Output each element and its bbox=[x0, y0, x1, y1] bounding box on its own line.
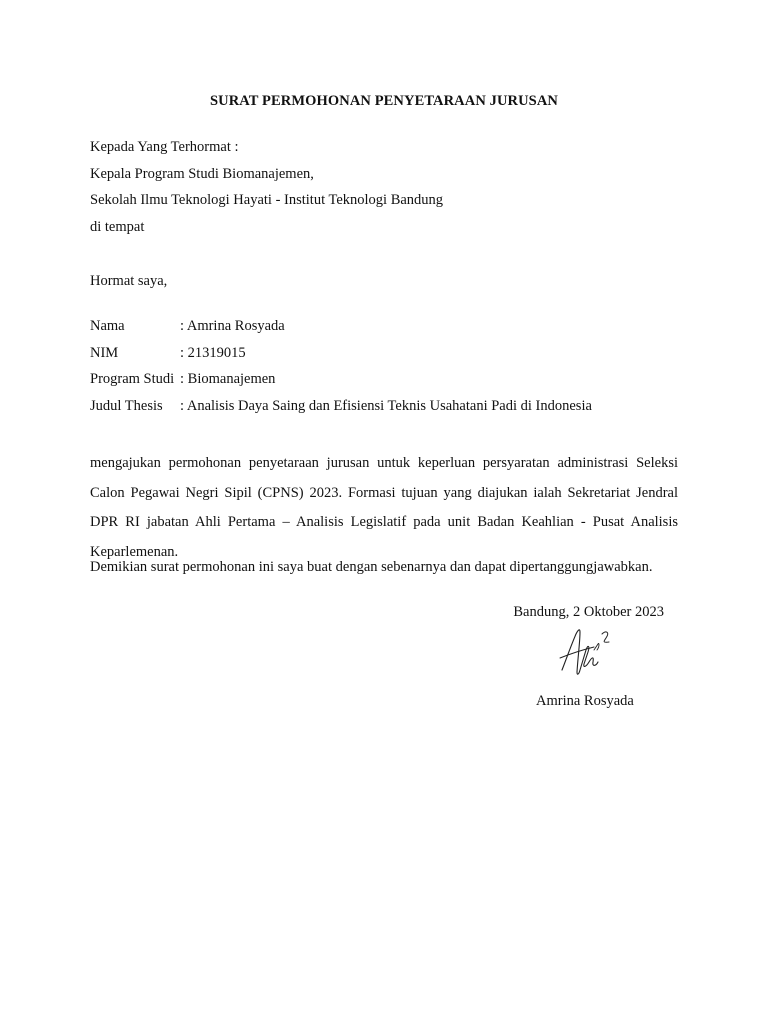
field-judul-thesis bbox=[90, 396, 592, 423]
field-value: : 21319015 bbox=[180, 344, 246, 361]
field-program-studi bbox=[90, 369, 592, 396]
field-nama bbox=[90, 316, 592, 343]
field-nim bbox=[90, 343, 592, 370]
signature-icon bbox=[556, 620, 616, 680]
recipient-line-2: Kepala Program Studi Biomanajemen, bbox=[90, 165, 314, 182]
body-paragraph: mengajukan permohonan penyetaraan jurusan untuk keperluan persyaratan administrasi Seleksi Calon Pegawai Negri Sipil (CPNS) 2023. Formasi tujuan yang diajukan ialah Sekretariat Jendral DPR RI jabatan Ahli Pertama – Analisis Legislatif pada unit Badan Keahlian - Pusat Analisis Keparlemenan. bbox=[90, 455, 678, 560]
letter-title: SURAT PERMOHONAN PENYETARAAN JURUSAN bbox=[210, 93, 558, 109]
applicant-fields bbox=[90, 316, 592, 422]
place-date: Bandung, 2 Oktober 2023 bbox=[513, 604, 664, 620]
field-value: : Amrina Rosyada bbox=[180, 318, 285, 334]
greeting: Hormat saya, bbox=[90, 273, 168, 289]
field-label: Program Studi bbox=[90, 371, 175, 387]
recipient-line-1: Kepada Yang Terhormat : bbox=[90, 139, 239, 155]
signer-name: Amrina Rosyada bbox=[536, 693, 634, 709]
field-value: : Analisis Daya Saing dan Efisiensi Teknis Usahatani Padi di Indonesia bbox=[180, 397, 592, 414]
field-label: Nama bbox=[90, 318, 125, 334]
recipient-block bbox=[90, 137, 443, 243]
recipient-line-4: di tempat bbox=[90, 218, 145, 235]
field-label: Judul Thesis bbox=[90, 397, 163, 414]
field-value: : Biomanajemen bbox=[180, 371, 276, 387]
field-label: NIM bbox=[90, 344, 119, 361]
recipient-line-3: Sekolah Ilmu Teknologi Hayati - Institut Teknologi Bandung bbox=[90, 192, 444, 208]
closing-statement: Demikian surat permohonan ini saya buat dengan sebenarnya dan dapat dipertanggungjawabkan. bbox=[90, 559, 653, 575]
